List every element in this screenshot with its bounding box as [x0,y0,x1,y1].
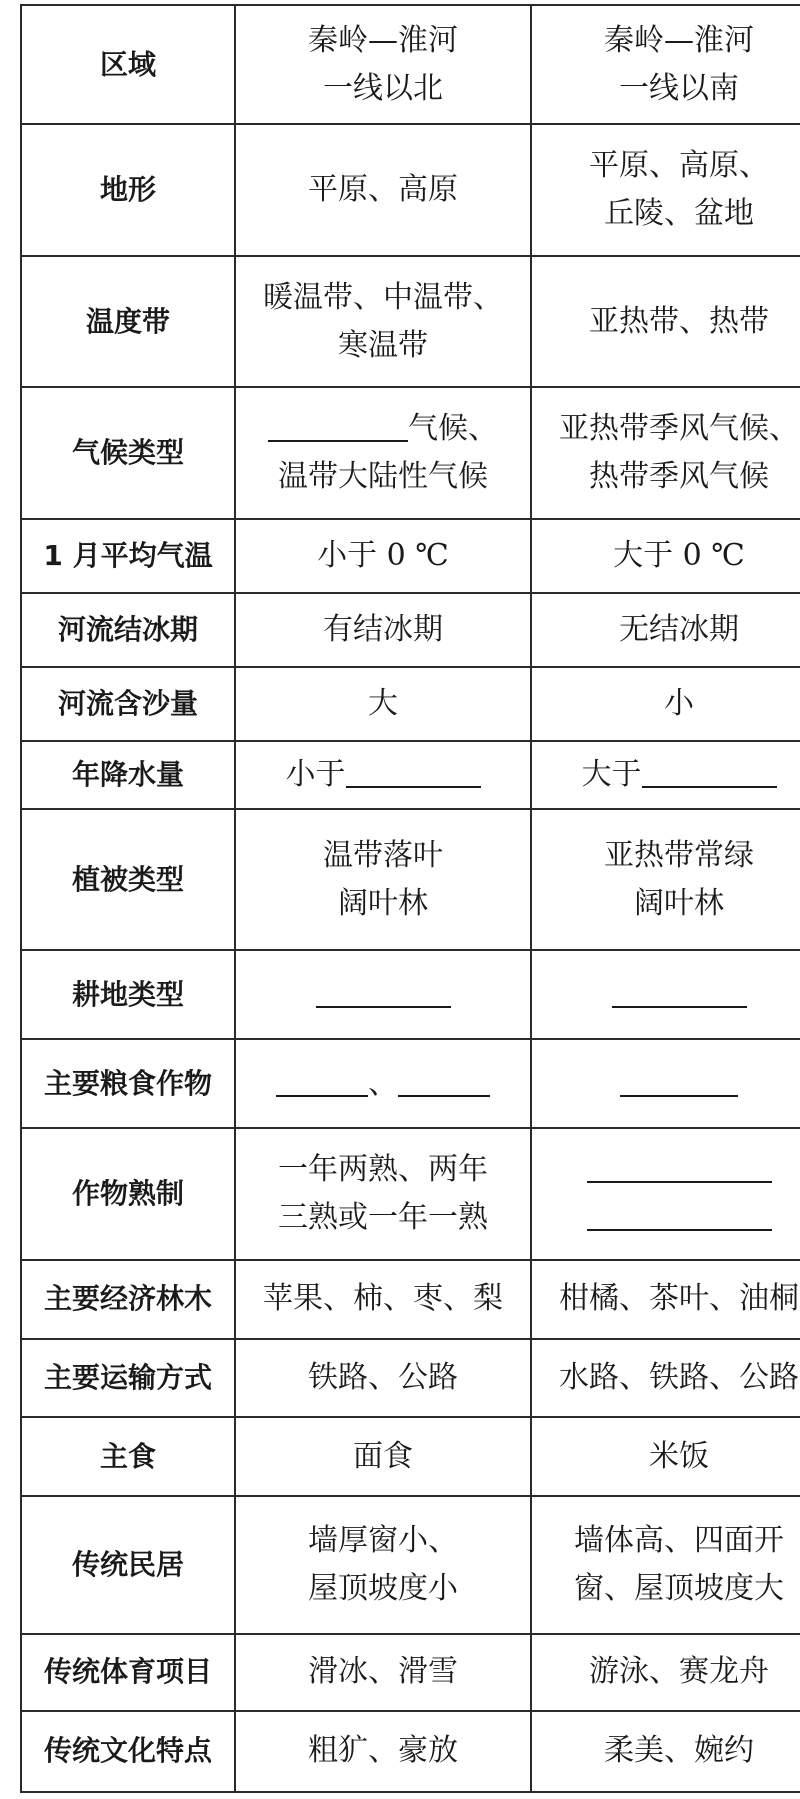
cell-line: 水路、铁路、公路 [559,1359,799,1395]
cell-line: 小 [664,685,694,721]
cell-line: 无结冰期 [619,611,739,647]
north-cell [235,1039,531,1128]
north-cell [235,5,531,124]
row-header: 气候类型 [21,387,235,519]
row-header: 植被类型 [21,809,235,950]
fill-in-blank[interactable] [620,1061,738,1097]
fill-in-blank[interactable] [398,1061,490,1097]
north-cell [235,950,531,1039]
cell-line: 亚热带常绿 [604,837,754,873]
cell-line: 窗、屋顶坡度大 [574,1571,784,1607]
south-cell [531,5,800,124]
south-cell [531,950,800,1039]
row-header: 地形 [21,124,235,256]
fill-in-blank[interactable] [346,752,481,788]
cell-line: 一线以南 [619,70,739,106]
table-row [21,1128,800,1260]
north-cell [235,124,531,256]
south-cell [531,1260,800,1339]
cell-line: 三熟或一年一熟 [278,1199,488,1235]
cell-line: 墙体高、四面开 [574,1523,784,1559]
table-row [21,5,800,124]
south-cell [531,256,800,388]
south-cell [531,1339,800,1418]
cell-line: 阔叶林 [634,885,724,921]
cell-line: 热带季风气候 [589,459,769,495]
north-cell [235,1496,531,1634]
row-header: 主要运输方式 [21,1339,235,1418]
fill-in-blank[interactable] [316,972,451,1008]
south-cell [531,593,800,667]
south-cell [531,667,800,741]
table-row [21,124,800,256]
north-cell [235,593,531,667]
table-row [21,1260,800,1339]
cell-line: 阔叶林 [338,885,428,921]
row-header: 年降水量 [21,741,235,810]
cell-line: 滑冰、滑雪 [308,1654,458,1690]
row-header: 温度带 [21,256,235,388]
row-header: 传统文化特点 [21,1711,235,1792]
south-cell [531,1039,800,1128]
fill-in-blank[interactable] [276,1061,368,1097]
table-row [21,519,800,593]
cell-text: 小于 [285,756,346,792]
cell-line: 一年两熟、两年 [278,1151,488,1187]
row-header: 主要经济林木 [21,1260,235,1339]
separator-text: 、 [368,1065,398,1101]
cell-line: 亚热带、热带 [589,303,769,339]
north-cell [235,519,531,593]
cell-line: 米饭 [649,1438,709,1474]
cell-line [536,1194,800,1242]
fill-in-blank[interactable] [268,406,408,442]
cell-line: 温带落叶 [323,837,443,873]
cell-line: 铁路、公路 [308,1359,458,1395]
south-cell [531,1634,800,1711]
cell-line [536,751,800,799]
cell-text: 气候、 [408,411,498,447]
north-cell [235,741,531,810]
cell-line [536,971,800,1019]
row-header: 河流结冰期 [21,593,235,667]
cell-text: 大于 [581,756,642,792]
north-cell [235,387,531,519]
cell-line: 面食 [353,1438,413,1474]
cell-line: 墙厚窗小、 [308,1523,458,1559]
cell-line [536,1146,800,1194]
cell-line: 寒温带 [338,327,428,363]
row-header: 传统体育项目 [21,1634,235,1711]
south-cell [531,1711,800,1792]
cell-line: 粗犷、豪放 [308,1733,458,1769]
row-header: 区域 [21,5,235,124]
north-cell [235,809,531,950]
south-cell [531,741,800,810]
cell-line [240,405,526,453]
north-cell [235,1417,531,1496]
cell-line: 平原、高原 [308,172,458,208]
north-south-comparison-table [20,4,800,1793]
cell-line [240,751,526,799]
comparison-table-container [20,4,800,1793]
table-row [21,1634,800,1711]
fill-in-blank[interactable] [642,752,777,788]
cell-line: 秦岭—淮河 [308,22,458,58]
row-header: 河流含沙量 [21,667,235,741]
south-cell [531,1128,800,1260]
south-cell [531,124,800,256]
south-cell [531,387,800,519]
table-row [21,950,800,1039]
south-cell [531,519,800,593]
cell-line: 一线以北 [323,70,443,106]
south-cell [531,809,800,950]
row-header: 耕地类型 [21,950,235,1039]
north-cell [235,1711,531,1792]
table-row [21,1711,800,1792]
table-row [21,256,800,388]
table-row [21,741,800,810]
north-cell [235,1128,531,1260]
fill-in-blank[interactable] [612,972,747,1008]
table-row [21,809,800,950]
cell-line [240,971,526,1019]
row-header: 作物熟制 [21,1128,235,1260]
cell-line: 屋顶坡度小 [308,1571,458,1607]
table-row [21,1339,800,1418]
table-row [21,1496,800,1634]
row-header: 传统民居 [21,1496,235,1634]
row-header: 主要粮食作物 [21,1039,235,1128]
north-cell [235,1260,531,1339]
cell-line [240,1060,526,1108]
cell-line: 大于 0 ℃ [613,537,745,573]
cell-line: 秦岭—淮河 [604,22,754,58]
fill-in-blank[interactable] [587,1147,772,1183]
cell-line: 柔美、婉约 [604,1733,754,1769]
cell-line: 苹果、柿、枣、梨 [263,1281,503,1317]
cell-line: 小于 0 ℃ [317,537,449,573]
cell-line: 丘陵、盆地 [604,196,754,232]
cell-line [536,1060,800,1108]
south-cell [531,1417,800,1496]
table-row [21,1417,800,1496]
row-header: 1 月平均气温 [21,519,235,593]
cell-line: 大 [368,685,398,721]
cell-line: 平原、高原、 [589,148,769,184]
cell-line: 有结冰期 [323,611,443,647]
fill-in-blank[interactable] [587,1195,772,1231]
north-cell [235,256,531,388]
table-row [21,593,800,667]
cell-line: 暖温带、中温带、 [263,279,503,315]
row-header: 主食 [21,1417,235,1496]
north-cell [235,667,531,741]
cell-line: 游泳、赛龙舟 [589,1654,769,1690]
south-cell [531,1496,800,1634]
table-row [21,387,800,519]
cell-line: 柑橘、茶叶、油桐 [559,1281,799,1317]
north-cell [235,1339,531,1418]
table-row [21,1039,800,1128]
north-cell [235,1634,531,1711]
cell-line: 温带大陆性气候 [278,459,488,495]
cell-line: 亚热带季风气候、 [559,411,799,447]
table-row [21,667,800,741]
